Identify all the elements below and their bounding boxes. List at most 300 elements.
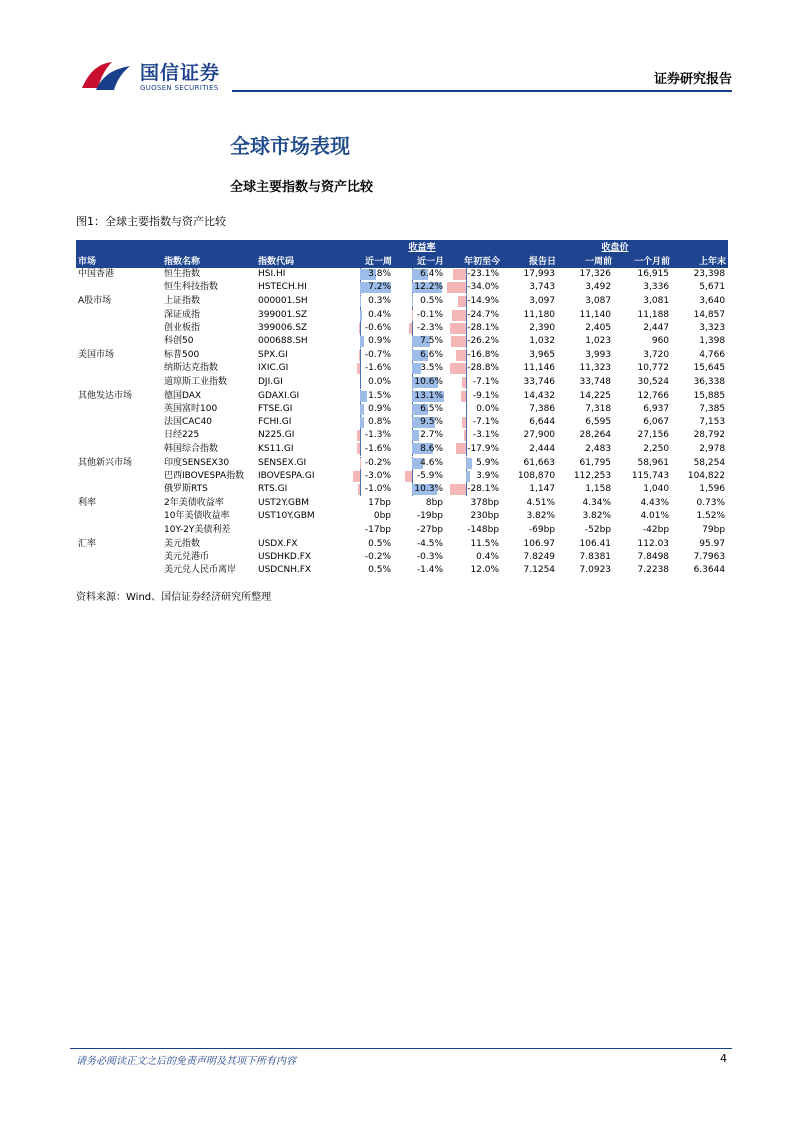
return-value: -28.1% bbox=[467, 322, 500, 333]
cell-report-close: 11,146 bbox=[523, 363, 556, 374]
cell-report-close: 2,390 bbox=[529, 322, 556, 333]
return-bar bbox=[353, 471, 360, 482]
cell-year-end-close: 1.52% bbox=[696, 511, 726, 522]
return-value: 6.6% bbox=[420, 350, 444, 361]
figure-caption: 图1：全球主要指数与资产比较 bbox=[76, 215, 226, 228]
cell-market bbox=[76, 362, 162, 375]
cell-month-ago-close: 30,524 bbox=[637, 376, 670, 387]
cell-ytd-return bbox=[446, 416, 502, 429]
cell-index-name: 德国DAX bbox=[162, 389, 256, 403]
cell-year-end-close: 7,385 bbox=[699, 403, 726, 414]
table-row bbox=[76, 524, 728, 538]
cell-index-code: KS11.GI bbox=[258, 443, 294, 454]
table-row bbox=[76, 537, 728, 551]
return-bar bbox=[360, 336, 364, 347]
cell-week-ago-close: 3,492 bbox=[585, 282, 612, 293]
cell-year-end-close: 1,398 bbox=[699, 336, 726, 347]
table-row bbox=[76, 564, 728, 577]
cell-index-code: SENSEX.GI bbox=[256, 456, 342, 470]
cell-month-return bbox=[394, 470, 446, 483]
cell-week-return bbox=[342, 362, 394, 375]
cell-week-return bbox=[342, 564, 394, 577]
cell-index-name: 10Y-2Y美债利差 bbox=[164, 524, 231, 535]
return-value: 0.5% bbox=[368, 538, 392, 549]
cell-ytd-return bbox=[446, 322, 502, 335]
table-row bbox=[76, 497, 728, 511]
return-value: 12.0% bbox=[470, 565, 500, 576]
cell-month-ago-close: 27,156 bbox=[637, 430, 670, 441]
bar-axis bbox=[360, 349, 361, 362]
cell-week-return bbox=[342, 349, 394, 363]
cell-market bbox=[76, 309, 162, 322]
return-bar bbox=[412, 430, 419, 441]
section-title: 全球市场表现 bbox=[230, 134, 350, 158]
cell-report-close: 2,444 bbox=[529, 443, 556, 454]
return-value: 0bp bbox=[373, 511, 392, 522]
table-row bbox=[76, 295, 728, 309]
return-value: -3.1% bbox=[472, 430, 500, 441]
return-value: 0.9% bbox=[368, 336, 392, 347]
return-value: -1.4% bbox=[416, 565, 444, 576]
cell-index-code: USDX.FX bbox=[256, 537, 342, 551]
logo-en-text: GUOSEN SECURITIES bbox=[140, 84, 219, 92]
disclaimer-text: 请务必阅读正文之后的免责声明及其项下所有内容 bbox=[76, 1056, 296, 1067]
return-value: -26.2% bbox=[467, 336, 500, 347]
cell-year-end-close: 7,153 bbox=[699, 417, 726, 428]
cell-ytd-return bbox=[446, 510, 502, 523]
cell-week-return bbox=[342, 322, 394, 335]
cell-index-name: 纳斯达克指数 bbox=[164, 363, 219, 374]
return-bar bbox=[453, 269, 466, 280]
return-value: -0.2% bbox=[364, 552, 392, 563]
return-value: 13.1% bbox=[414, 390, 444, 401]
cell-year-end-close: 15,645 bbox=[693, 363, 726, 374]
cell-index-name: 恒生指数 bbox=[164, 269, 201, 280]
table-row bbox=[76, 416, 728, 429]
cell-market: 汇率 bbox=[76, 537, 162, 551]
return-bar bbox=[360, 391, 366, 402]
table-body bbox=[76, 268, 728, 577]
cell-year-end-close: 95.97 bbox=[672, 537, 728, 551]
cell-index-name: 日经225 bbox=[164, 430, 200, 441]
cell-market: 中国香港 bbox=[78, 269, 115, 280]
cell-market bbox=[76, 429, 162, 442]
cell-index-name: 印度SENSEX30 bbox=[162, 456, 256, 470]
return-value: 6.5% bbox=[420, 403, 444, 414]
cell-index-code: IXIC.GI bbox=[258, 363, 289, 374]
cell-ytd-return bbox=[446, 403, 502, 416]
cell-index-name: 美元指数 bbox=[162, 537, 256, 551]
cell-month-ago-close: 6,067 bbox=[643, 417, 670, 428]
return-value: -14.9% bbox=[467, 296, 500, 307]
return-bar bbox=[405, 471, 413, 482]
cell-report-close: 108,870 bbox=[517, 470, 556, 481]
table-row bbox=[76, 456, 728, 470]
cell-month-return bbox=[394, 309, 446, 322]
cell-year-end-close: 23,398 bbox=[693, 269, 726, 280]
cell-month-return bbox=[394, 389, 446, 403]
cell-month-ago-close: 12,766 bbox=[614, 389, 672, 403]
cell-year-end-close: 7.7963 bbox=[693, 552, 726, 563]
return-bar bbox=[412, 296, 413, 307]
cell-month-return bbox=[394, 483, 446, 497]
cell-month-return bbox=[394, 416, 446, 429]
logo-cn-text: 国信证券 bbox=[140, 62, 221, 84]
cell-index-code: SPX.GI bbox=[256, 349, 342, 363]
cell-index-name: 标普500 bbox=[162, 349, 256, 363]
return-value: 9.5% bbox=[420, 417, 444, 428]
cell-index-name: 科创50 bbox=[164, 336, 194, 347]
return-value: 12.2% bbox=[414, 282, 444, 293]
cell-market bbox=[76, 281, 162, 295]
return-value: -17.9% bbox=[467, 443, 500, 454]
cell-report-close: 3,097 bbox=[502, 295, 558, 309]
cell-report-close: 1,032 bbox=[529, 336, 556, 347]
return-value: -23.1% bbox=[467, 269, 500, 280]
cell-ytd-return bbox=[446, 295, 502, 309]
cell-week-ago-close: 17,326 bbox=[579, 269, 612, 280]
cell-year-end-close: 79bp bbox=[702, 524, 726, 535]
sub-title: 全球主要指数与资产比较 bbox=[230, 180, 374, 195]
cell-ytd-return bbox=[446, 564, 502, 577]
cell-report-close: 106.97 bbox=[502, 537, 558, 551]
header-spacer bbox=[76, 240, 342, 256]
cell-month-return bbox=[394, 349, 446, 363]
col-header-month-ago: 一个月前 bbox=[614, 256, 672, 268]
cell-market bbox=[76, 403, 162, 416]
return-value: 0.8% bbox=[368, 417, 392, 428]
cell-index-code: UST10Y.GBM bbox=[258, 511, 315, 522]
return-bar bbox=[357, 363, 361, 374]
cell-index-name: 巴西IBOVESPA指数 bbox=[164, 470, 245, 481]
cell-week-return bbox=[342, 376, 394, 390]
table-row bbox=[76, 268, 728, 281]
table-row bbox=[76, 309, 728, 322]
cell-ytd-return bbox=[446, 376, 502, 390]
cell-index-name: 上证指数 bbox=[162, 295, 256, 309]
cell-index-code: UST2Y.GBM bbox=[256, 497, 342, 511]
table-row bbox=[76, 335, 728, 349]
cell-month-return bbox=[394, 268, 446, 281]
return-value: -1.6% bbox=[364, 443, 392, 454]
cell-week-ago-close: 11,140 bbox=[579, 309, 612, 320]
cell-month-return bbox=[394, 564, 446, 577]
cell-week-ago-close: 3,993 bbox=[558, 349, 614, 363]
bar-axis bbox=[466, 376, 467, 389]
cell-year-end-close: 1,596 bbox=[699, 484, 726, 495]
cell-market bbox=[76, 483, 162, 497]
cell-week-return bbox=[342, 470, 394, 483]
cell-index-code bbox=[256, 524, 342, 538]
cell-month-return bbox=[394, 429, 446, 442]
return-value: -0.1% bbox=[416, 309, 444, 320]
cell-report-close: 7.1254 bbox=[523, 565, 556, 576]
cell-index-code: USDCNH.FX bbox=[258, 565, 312, 576]
cell-market bbox=[76, 335, 162, 349]
bar-axis bbox=[466, 429, 467, 442]
return-value: -148bp bbox=[467, 524, 500, 535]
cell-month-ago-close: 115,743 bbox=[631, 470, 670, 481]
return-value: 2.7% bbox=[420, 430, 444, 441]
cell-month-ago-close: 7.8498 bbox=[637, 552, 670, 563]
return-value: 11.5% bbox=[470, 538, 500, 549]
cell-index-name: 韩国综合指数 bbox=[164, 443, 219, 454]
return-value: 230bp bbox=[470, 511, 500, 522]
col-header-code: 指数代码 bbox=[256, 256, 342, 268]
cell-month-return bbox=[394, 322, 446, 335]
cell-index-code: RTS.GI bbox=[258, 484, 288, 495]
cell-year-end-close: 58,254 bbox=[672, 456, 728, 470]
return-value: 4.6% bbox=[420, 457, 444, 468]
cell-week-ago-close: 4.34% bbox=[558, 497, 614, 511]
cell-week-return bbox=[342, 309, 394, 322]
cell-week-ago-close: 7.8381 bbox=[579, 552, 612, 563]
col-header-name: 指数名称 bbox=[162, 256, 256, 268]
return-value: 8.6% bbox=[420, 443, 444, 454]
cell-report-close: 7,386 bbox=[529, 403, 556, 414]
bar-axis bbox=[466, 416, 467, 429]
cell-report-close: 11,180 bbox=[523, 309, 556, 320]
return-value: -1.3% bbox=[364, 430, 392, 441]
cell-index-name: 道琼斯工业指数 bbox=[164, 376, 228, 387]
return-value: -24.7% bbox=[467, 309, 500, 320]
cell-month-return bbox=[394, 295, 446, 309]
cell-report-close: 33,746 bbox=[523, 376, 556, 387]
source-note: 资料来源：Wind、国信证券经济研究所整理 bbox=[76, 592, 272, 603]
cell-index-code: GDAXI.GI bbox=[256, 389, 342, 403]
return-bar bbox=[450, 323, 465, 334]
bar-axis bbox=[412, 322, 413, 335]
return-value: -9.1% bbox=[472, 390, 500, 401]
return-value: 7.5% bbox=[420, 336, 444, 347]
company-logo bbox=[78, 58, 248, 94]
cell-month-return bbox=[394, 403, 446, 416]
cell-year-end-close: 28,792 bbox=[693, 430, 726, 441]
cell-week-ago-close: 33,748 bbox=[579, 376, 612, 387]
cell-week-return bbox=[342, 551, 394, 564]
cell-index-code: 399006.SZ bbox=[258, 322, 308, 333]
return-value: 10.6% bbox=[414, 376, 444, 387]
cell-month-return bbox=[394, 456, 446, 470]
bar-axis bbox=[360, 442, 361, 455]
cell-week-ago-close: 1,158 bbox=[585, 484, 612, 495]
return-value: 5.9% bbox=[476, 457, 500, 468]
cell-ytd-return bbox=[446, 524, 502, 538]
cell-market: 利率 bbox=[76, 497, 162, 511]
cell-month-ago-close: 2,447 bbox=[643, 322, 670, 333]
cell-month-return bbox=[394, 335, 446, 349]
header-divider bbox=[232, 90, 732, 92]
bar-axis bbox=[466, 390, 467, 403]
return-bar bbox=[451, 336, 465, 347]
return-bar bbox=[360, 310, 362, 321]
cell-month-ago-close: 1,040 bbox=[643, 484, 670, 495]
cell-market bbox=[76, 551, 162, 564]
bar-axis bbox=[360, 483, 361, 496]
cell-report-close: 3,743 bbox=[529, 282, 556, 293]
table-row bbox=[76, 442, 728, 456]
cell-week-ago-close: 3,087 bbox=[558, 295, 614, 309]
cell-week-ago-close: 106.41 bbox=[558, 537, 614, 551]
return-value: -16.8% bbox=[467, 350, 500, 361]
cell-index-code: USDHKD.FX bbox=[258, 552, 312, 563]
cell-index-name: 10年美债收益率 bbox=[164, 511, 230, 522]
cell-ytd-return bbox=[446, 483, 502, 497]
return-value: 0.0% bbox=[368, 376, 392, 387]
cell-month-return bbox=[394, 281, 446, 295]
table-row bbox=[76, 281, 728, 295]
cell-week-return bbox=[342, 510, 394, 523]
return-value: 0.9% bbox=[368, 403, 392, 414]
return-bar bbox=[359, 323, 360, 334]
return-value: 0.0% bbox=[476, 403, 500, 414]
bar-axis bbox=[360, 457, 361, 470]
page-number: 4 bbox=[720, 1052, 727, 1065]
cell-week-return bbox=[342, 403, 394, 416]
cell-week-ago-close: 11,323 bbox=[579, 363, 612, 374]
cell-index-code: FCHI.GI bbox=[258, 417, 292, 428]
cell-week-return bbox=[342, 497, 394, 511]
cell-index-code: N225.GI bbox=[258, 430, 295, 441]
table-row bbox=[76, 349, 728, 363]
cell-report-close: -69bp bbox=[528, 524, 556, 535]
return-value: -0.2% bbox=[364, 457, 392, 468]
cell-index-code: FTSE.GI bbox=[258, 403, 293, 414]
table-row bbox=[76, 551, 728, 564]
return-bar bbox=[456, 350, 465, 361]
return-value: -5.9% bbox=[416, 470, 444, 481]
cell-week-ago-close: 3.82% bbox=[582, 511, 612, 522]
bar-axis bbox=[360, 429, 361, 442]
cell-market bbox=[76, 322, 162, 335]
cell-month-ago-close: 6,937 bbox=[643, 403, 670, 414]
cell-week-return bbox=[342, 429, 394, 442]
cell-month-ago-close: 3,081 bbox=[614, 295, 672, 309]
cell-month-ago-close: 112.03 bbox=[614, 537, 672, 551]
cell-ytd-return bbox=[446, 456, 502, 470]
cell-month-ago-close: 960 bbox=[651, 336, 670, 347]
cell-market bbox=[76, 524, 162, 538]
cell-index-name: 俄罗斯RTS bbox=[164, 484, 208, 495]
return-bar bbox=[461, 391, 466, 402]
cell-ytd-return bbox=[446, 470, 502, 483]
cell-week-ago-close: 6,595 bbox=[585, 417, 612, 428]
cell-ytd-return bbox=[446, 362, 502, 375]
cell-month-return bbox=[394, 510, 446, 523]
cell-market bbox=[76, 416, 162, 429]
cell-index-code: HSI.HI bbox=[258, 269, 286, 280]
cell-index-name: 美元兑人民币离岸 bbox=[164, 565, 237, 576]
return-value: 0.4% bbox=[368, 309, 392, 320]
cell-week-ago-close: 61,795 bbox=[558, 456, 614, 470]
page-header bbox=[70, 48, 732, 94]
cell-month-ago-close: -42bp bbox=[642, 524, 670, 535]
cell-ytd-return bbox=[446, 537, 502, 551]
cell-report-close: 61,663 bbox=[502, 456, 558, 470]
cell-index-name: 深证成指 bbox=[164, 309, 201, 320]
return-value: 3.5% bbox=[420, 363, 444, 374]
return-value: 6.4% bbox=[420, 269, 444, 280]
return-bar bbox=[450, 484, 465, 495]
cell-week-return bbox=[342, 416, 394, 429]
cell-market: 美国市场 bbox=[76, 349, 162, 363]
cell-month-return bbox=[394, 551, 446, 564]
cell-year-end-close: 3,640 bbox=[672, 295, 728, 309]
return-value: -19bp bbox=[416, 511, 444, 522]
cell-market bbox=[76, 470, 162, 483]
table-row bbox=[76, 362, 728, 375]
cell-market bbox=[76, 442, 162, 456]
return-value: 7.2% bbox=[368, 282, 392, 293]
cell-month-ago-close: 3,720 bbox=[614, 349, 672, 363]
return-bar bbox=[458, 296, 466, 307]
cell-month-return bbox=[394, 376, 446, 390]
cell-ytd-return bbox=[446, 309, 502, 322]
return-value: 0.3% bbox=[368, 296, 392, 307]
bar-axis bbox=[466, 403, 467, 416]
col-header-week: 近一周 bbox=[342, 256, 394, 268]
cell-ytd-return bbox=[446, 551, 502, 564]
return-value: 3.9% bbox=[476, 470, 500, 481]
return-bar bbox=[359, 350, 361, 361]
table-row bbox=[76, 429, 728, 442]
return-bar bbox=[357, 430, 360, 441]
cell-report-close: 27,900 bbox=[523, 430, 556, 441]
cell-week-return bbox=[342, 389, 394, 403]
cell-week-return bbox=[342, 456, 394, 470]
return-bar bbox=[360, 296, 361, 307]
cell-month-return bbox=[394, 537, 446, 551]
return-value: -28.1% bbox=[467, 484, 500, 495]
cell-index-name: 恒生科技指数 bbox=[164, 282, 219, 293]
cell-year-end-close: 0.73% bbox=[672, 497, 728, 511]
return-value: 3.8% bbox=[368, 269, 392, 280]
return-value: -1.0% bbox=[364, 484, 392, 495]
cell-week-return bbox=[342, 335, 394, 349]
table-row bbox=[76, 403, 728, 416]
cell-index-code: IBOVESPA.GI bbox=[258, 470, 315, 481]
return-value: 17bp bbox=[368, 498, 392, 509]
return-bar bbox=[466, 458, 472, 469]
cell-week-return bbox=[342, 281, 394, 295]
cell-year-end-close: 3,323 bbox=[699, 322, 726, 333]
cell-index-code: 399001.SZ bbox=[258, 309, 308, 320]
cell-month-ago-close: 4.43% bbox=[614, 497, 672, 511]
return-bar bbox=[357, 443, 361, 454]
col-header-market: 市场 bbox=[76, 256, 162, 268]
cell-week-ago-close: 14,225 bbox=[558, 389, 614, 403]
table-row bbox=[76, 483, 728, 497]
cell-ytd-return bbox=[446, 268, 502, 281]
cell-week-return bbox=[342, 483, 394, 497]
return-value: -27bp bbox=[416, 524, 444, 535]
cell-ytd-return bbox=[446, 335, 502, 349]
return-value: 10.3% bbox=[414, 484, 444, 495]
cell-week-return bbox=[342, 295, 394, 309]
cell-report-close: 1,147 bbox=[529, 484, 556, 495]
return-value: -0.7% bbox=[364, 350, 392, 361]
cell-week-return bbox=[342, 268, 394, 281]
return-bar bbox=[456, 443, 466, 454]
cell-month-return bbox=[394, 442, 446, 456]
cell-month-ago-close: 58,961 bbox=[614, 456, 672, 470]
cell-ytd-return bbox=[446, 429, 502, 442]
cell-index-name: 英国富时100 bbox=[164, 403, 218, 414]
return-value: -1.6% bbox=[364, 363, 392, 374]
cell-report-close: 3.82% bbox=[526, 511, 556, 522]
cell-ytd-return bbox=[446, 281, 502, 295]
close-group-header: 收盘价 bbox=[502, 240, 728, 256]
